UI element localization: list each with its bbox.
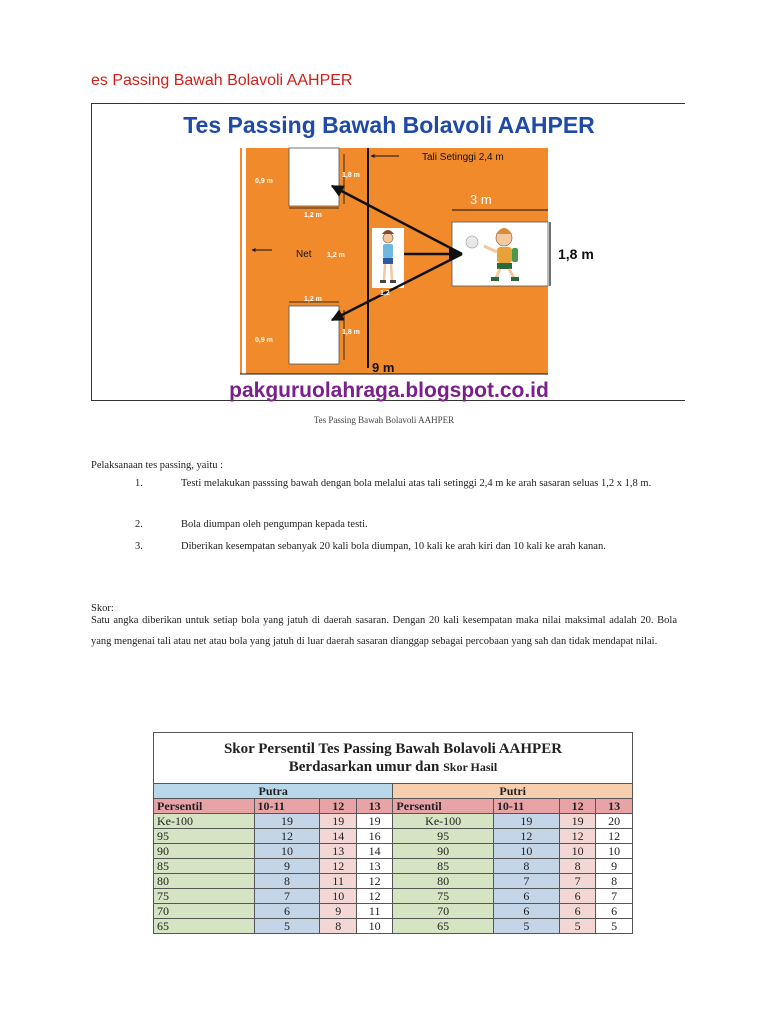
table-cell: 10: [596, 844, 633, 859]
label-1-8-bottom: 1,8 m: [342, 329, 360, 336]
percentile-table: [153, 732, 633, 934]
table-cell: 16: [356, 829, 392, 844]
table-cell: 19: [356, 814, 392, 829]
table-cell: 5: [254, 919, 320, 934]
table-cell: 12: [559, 829, 595, 844]
step-number: 3.: [135, 541, 143, 552]
court-diagram: [91, 103, 685, 401]
table-cell: 13: [356, 859, 392, 874]
step-item: [91, 536, 677, 557]
table-cell: 70: [154, 904, 255, 919]
table-title-line1: Skor Persentil Tes Passing Bawah Bolavoli AAHPER: [223, 741, 563, 757]
table-cell: 19: [493, 814, 559, 829]
table-title: [154, 733, 633, 784]
target-box-bottom: [289, 306, 339, 364]
table-title-line2: [154, 758, 632, 776]
table-title-line2-main: Berdasarkan umur dan: [288, 759, 440, 775]
target-box-top: [289, 148, 339, 206]
label-9m: 9 m: [372, 360, 395, 375]
table-cell: 12: [596, 829, 633, 844]
header-cell: 12: [320, 799, 356, 814]
table-cell: 95: [393, 829, 494, 844]
table-cell: 6: [559, 889, 595, 904]
page-heading: es Passing Bawah Bolavoli AAHPER: [91, 72, 353, 89]
table-cell: 70: [393, 904, 494, 919]
intro-text: Pelaksanaan tes passing, yaitu :: [91, 460, 224, 471]
table-cell: 10: [254, 844, 320, 859]
table-cell: 7: [493, 874, 559, 889]
step-item: [91, 473, 677, 494]
table-row: [154, 829, 633, 844]
table-cell: 90: [154, 844, 255, 859]
table-cell: 19: [254, 814, 320, 829]
table-cell: 19: [559, 814, 595, 829]
header-cell: 13: [356, 799, 392, 814]
table-cell: 12: [493, 829, 559, 844]
table-cell: 90: [393, 844, 494, 859]
label-1-2-bottom: 1,2 m: [304, 296, 322, 303]
table-cell: 7: [254, 889, 320, 904]
header-cell: Persentil: [154, 799, 255, 814]
label-1-2-small: 1,2: [380, 290, 390, 297]
header-cell: 10-11: [254, 799, 320, 814]
table-cell: 65: [393, 919, 494, 934]
table-cell: 6: [493, 904, 559, 919]
table-row: [154, 904, 633, 919]
table-cell: Ke-100: [154, 814, 255, 829]
table-cell: 75: [154, 889, 255, 904]
label-1-8m-big: 1,8 m: [558, 246, 594, 262]
step-text: Bola diumpan oleh pengumpan kepada testi.: [181, 519, 368, 530]
table-row: [154, 844, 633, 859]
step-item: [91, 514, 677, 535]
figure-title: Tes Passing Bawah Bolavoli AAHPER: [183, 112, 595, 138]
label-1-2-top: 1,2 m: [304, 212, 322, 219]
table-header-row: [154, 799, 633, 814]
label-tali: Tali Setinggi 2,4 m: [422, 152, 504, 163]
label-0-9-bottom: 0,9 m: [255, 337, 273, 344]
table-cell: 75: [393, 889, 494, 904]
step-text: Testi melakukan passsing bawah dengan bola melalui atas tali setinggi 2,4 m ke arah sasaran seluas 1,2 x 1,8 m.: [181, 478, 652, 489]
table-cell: 80: [393, 874, 494, 889]
table-cell: 85: [393, 859, 494, 874]
scoring-paragraph: Satu angka diberikan untuk setiap bola yang jatuh di daerah sasaran. Dengan 20 kali kesempatan maka nilai maksimal adalah 20. Bola yang mengenai tali atau net atau bola yang jatuh di luar daerah sasaran dianggap sebagai percobaan yang sah dan tidak mendapat nilai.: [91, 615, 677, 647]
table-cell: Ke-100: [393, 814, 494, 829]
table-cell: 6: [596, 904, 633, 919]
table-cell: 6: [254, 904, 320, 919]
table-cell: 9: [254, 859, 320, 874]
table-cell: 5: [596, 919, 633, 934]
table-body: [154, 814, 633, 934]
table-cell: 95: [154, 829, 255, 844]
table-cell: 85: [154, 859, 255, 874]
header-cell: Persentil: [393, 799, 494, 814]
step-number: 1.: [135, 478, 143, 489]
label-3m: 3 m: [470, 192, 492, 207]
table-cell: 12: [356, 889, 392, 904]
table-cell: 7: [559, 874, 595, 889]
watermark: pakguruolahraga.blogspot.co.id: [229, 379, 549, 402]
step-number: 2.: [135, 519, 143, 530]
table-cell: 8: [320, 919, 356, 934]
table-cell: 12: [356, 874, 392, 889]
table-row: [154, 874, 633, 889]
table-cell: 14: [356, 844, 392, 859]
table-cell: 5: [559, 919, 595, 934]
table-cell: 6: [559, 904, 595, 919]
table-title-small: Skor Hasil: [443, 760, 498, 774]
label-net: Net: [296, 249, 312, 260]
skor-label: Skor:: [91, 603, 114, 614]
table-cell: 8: [493, 859, 559, 874]
table-cell: 10: [320, 889, 356, 904]
table-cell: 9: [596, 859, 633, 874]
label-1-8-top: 1,8 m: [342, 172, 360, 179]
table-cell: 7: [596, 889, 633, 904]
table-cell: 13: [320, 844, 356, 859]
table-cell: 19: [320, 814, 356, 829]
table-cell: 11: [320, 874, 356, 889]
table-cell: 5: [493, 919, 559, 934]
group-putra: Putra: [154, 784, 393, 799]
group-putri: Putri: [393, 784, 633, 799]
table-cell: 10: [356, 919, 392, 934]
table-row: [154, 919, 633, 934]
table-row: [154, 889, 633, 904]
table-cell: 9: [320, 904, 356, 919]
label-0-9-top: 0,9 m: [255, 178, 273, 185]
table-cell: 20: [596, 814, 633, 829]
header-cell: 10-11: [493, 799, 559, 814]
table-cell: 11: [356, 904, 392, 919]
table-cell: 6: [493, 889, 559, 904]
table-cell: 12: [254, 829, 320, 844]
table-cell: 65: [154, 919, 255, 934]
table-row: [154, 859, 633, 874]
table-cell: 14: [320, 829, 356, 844]
header-cell: 12: [559, 799, 595, 814]
table-cell: 8: [596, 874, 633, 889]
table-cell: 10: [559, 844, 595, 859]
header-cell: 13: [596, 799, 633, 814]
table-row: [154, 814, 633, 829]
table-cell: 8: [559, 859, 595, 874]
figure-caption: Tes Passing Bawah Bolavoli AAHPER: [313, 415, 455, 425]
table-cell: 12: [320, 859, 356, 874]
label-1-2-mid: 1,2 m: [327, 252, 345, 259]
step-text: Diberikan kesempatan sebanyak 20 kali bola diumpan, 10 kali ke arah kiri dan 10 kali ke arah kanan.: [181, 541, 606, 552]
table-cell: 8: [254, 874, 320, 889]
table-cell: 80: [154, 874, 255, 889]
table-cell: 10: [493, 844, 559, 859]
